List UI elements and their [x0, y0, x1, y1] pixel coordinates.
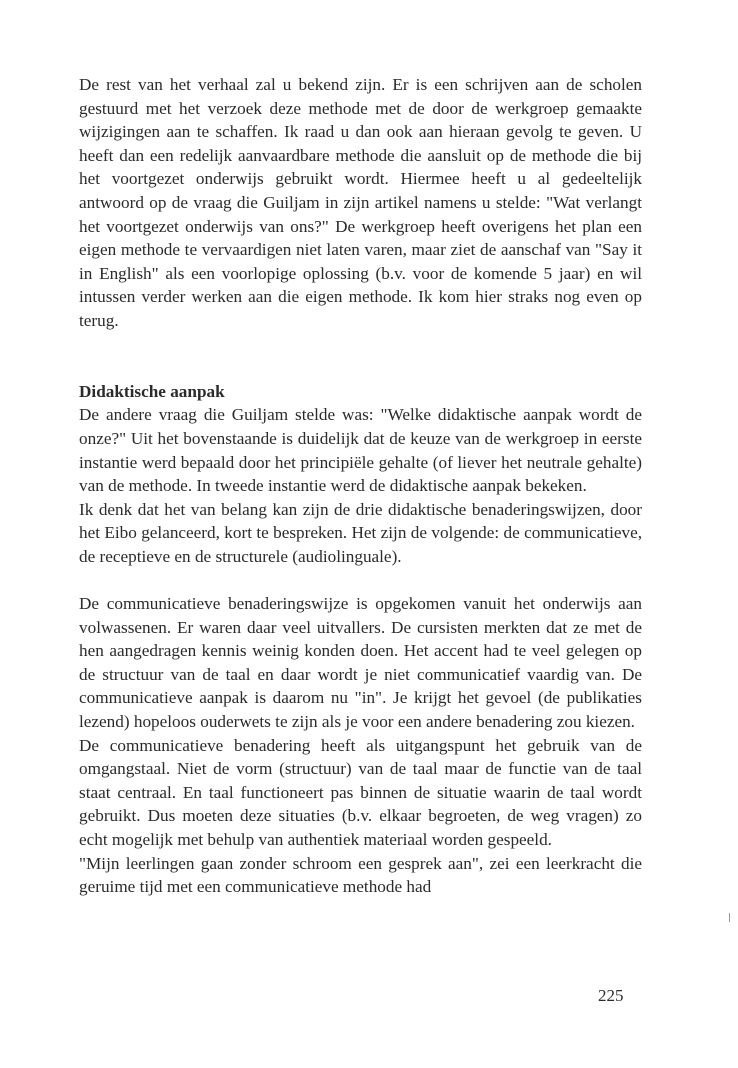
section-heading: Didaktische aanpak	[79, 381, 225, 401]
paragraph-spacer	[79, 356, 642, 380]
communicative-paragraph-2: De communicatieve benadering heeft als uitgangspunt het gebruik van de omgangstaal. Niet de vorm (structuur) van de taal maar de functie van de taal staat centraal. En taal functioneert pas binnen de situatie waarin de taal wordt gebruikt. Dus moeten deze situaties (b.v. elkaar begroeten, de weg vragen) zo echt mogelijk met behulp van authentiek materiaal worden gespeeld.	[79, 735, 642, 849]
section-paragraph-2: Ik denk dat het van belang kan zijn de drie didaktische benaderingswijzen, door het Eibo gelanceerd, kort te bespreken. Het zijn de volgende: de communicatieve, de receptieve en de structurele (audiolinguale).	[79, 499, 642, 566]
communicative-paragraph-3: "Mijn leerlingen gaan zonder schroom een gesprek aan", zei een leerkracht die geruime tijd met een communicatieve methode had	[79, 853, 642, 897]
scan-artifact	[729, 913, 730, 922]
paragraph-spacer	[79, 333, 642, 357]
intro-paragraph: De rest van het verhaal zal u bekend zijn. Er is een schrijven aan de scholen gestuurd met het verzoek deze methode met de door de werkgroep gemaakte wijzigingen aan te schaffen. Ik raad u dan ook aan hieraan gevolg te geven. U heeft dan een redelijk aanvaardbare methode die aansluit op de methode die bij het voortgezet onderwijs gebruikt wordt. Hiermee heeft u al gedeeltelijk antwoord op de vraag die Guiljam in zijn artikel namens u stelde: "Wat verlangt het voortgezet onderwijs van ons?" De werkgroep heeft overigens het plan een eigen methode te vervaardigen niet laten varen, maar ziet de aanschaf van "Say it in English" als een voorlopige oplossing (b.v. voor de komende 5 jaar) en wil intussen verder werken aan die eigen methode. Ik kom hier straks nog even op terug.	[79, 75, 642, 330]
page-number: 225	[598, 986, 624, 1005]
section-paragraph-1: De andere vraag die Guiljam stelde was: "Welke didaktische aanpak wordt de onze?" Uit het bovenstaande is duidelijk dat de keuze van de werkgroep in eerste instantie werd bepaald door het principiële gehalte (of liever het neutrale gehalte) van de methode. In tweede instantie werd de didaktische aanpak bekeken.	[79, 405, 642, 496]
paragraph-spacer	[79, 568, 642, 592]
text-column	[79, 73, 642, 899]
communicative-paragraph-1: De communicatieve benaderingswijze is opgekomen vanuit het onderwijs aan volwassenen. Er waren daar veel uitvallers. De cursisten merkten dat ze met de hen aangedragen kennis weinig konden doen. Het accent had te veel gelegen op de structuur van de taal en daar wordt je niet communicatief vaardig van. De communicatieve aanpak is daarom nu "in". Je krijgt het gevoel (de publikaties lezend) hopeloos ouderwets te zijn als je voor een andere benadering zou kiezen.	[79, 594, 642, 732]
